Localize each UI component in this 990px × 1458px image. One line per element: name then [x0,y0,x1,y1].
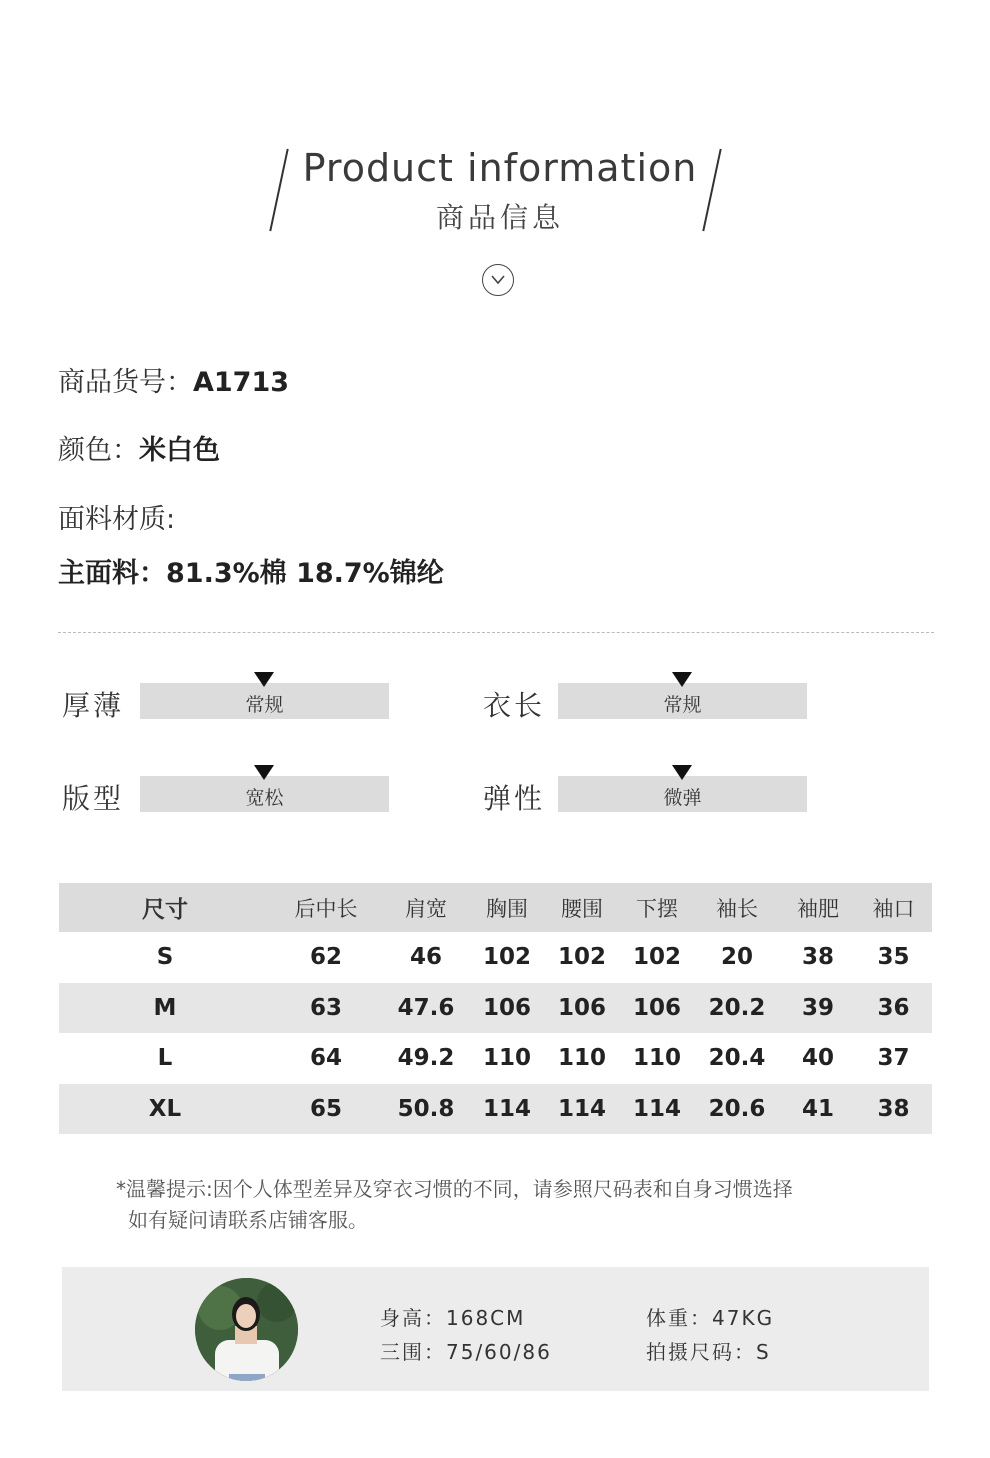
table-row [59,1084,932,1135]
table-header-cell: 后中长 [271,883,381,932]
table-cell: 20.2 [693,983,781,1034]
product-color [58,428,220,467]
attr-label-length: 衣长 [483,689,546,722]
avatar [195,1278,298,1381]
attr-label-fit: 版型 [62,782,125,815]
table-cell: 64 [309,1045,342,1072]
table-row [59,983,932,1034]
table-cell: 110 [482,1045,531,1072]
attr-value-fit: 宽松 [245,787,284,809]
table-cell: 39 [781,983,855,1034]
attr-bar-length [558,683,807,719]
page-title-en: Product information [302,146,698,190]
table-header-cell: 袖长 [693,883,781,932]
chevron-down-icon [482,264,514,296]
triangle-marker-icon [672,672,692,687]
table-cell: 114 [543,1084,621,1135]
model-weight: 体重：47KG [646,1306,775,1330]
table-cell: 63 [271,983,381,1034]
table-cell: M [59,983,271,1034]
table-header-cell: 腰围 [543,883,621,932]
table-cell: 50.8 [381,1084,471,1135]
table-cell: 62 [309,944,342,971]
table-cell: 106 [621,983,693,1034]
table-cell: 40 [801,1045,834,1072]
table-cell: 106 [543,983,621,1034]
table-cell: 106 [471,983,543,1034]
table-header-row [59,883,932,932]
triangle-marker-icon [254,672,274,687]
main-fabric: 主面料：81.3%棉 18.7%锦纶 [58,558,444,589]
table-cell: 38 [801,944,834,971]
product-code-value: A1713 [193,367,290,398]
attr-value-length: 常规 [663,694,702,716]
table-cell: L [157,1045,173,1072]
table-cell: 49.2 [397,1045,455,1072]
product-color-value: 米白色 [139,435,220,466]
model-height: 身高：168CM [380,1306,526,1330]
product-color-label: 颜色： [58,435,139,466]
table-cell: 20.6 [693,1084,781,1135]
table-cell: 102 [632,944,681,971]
size-tip-line-1: *温馨提示:因个人体型差异及穿衣习惯的不同，请参照尺码表和自身习惯选择 [116,1177,793,1201]
attr-label-thickness: 厚薄 [62,689,125,722]
table-cell: 114 [621,1084,693,1135]
model-info-box [62,1267,929,1391]
table-row [59,932,932,983]
table-cell: 47.6 [381,983,471,1034]
table-cell: 36 [855,983,932,1034]
size-tip-line-2: 如有疑问请联系店铺客服。 [128,1208,368,1232]
product-code-label: 商品货号： [58,367,193,398]
table-cell: 20 [720,944,753,971]
attr-value-elasticity: 微弹 [663,787,702,809]
table-cell: 37 [877,1045,910,1072]
fabric-label: 面料材质: [58,504,176,535]
title-slash-right [702,149,721,232]
table-cell: 114 [471,1084,543,1135]
model-size: 拍摄尺码：S [646,1340,771,1364]
attr-label-elasticity: 弹性 [483,782,546,815]
table-header-cell: 袖口 [855,883,932,932]
attr-bar-fit [140,776,389,812]
table-header-cell: 尺寸 [59,883,271,932]
table-header-cell: 胸围 [471,883,543,932]
table-header-cell: 下摆 [621,883,693,932]
table-cell: 38 [855,1084,932,1135]
triangle-marker-icon [672,765,692,780]
product-code [58,360,289,399]
table-cell: 41 [781,1084,855,1135]
table-cell: 46 [409,944,442,971]
table-cell: 35 [877,944,910,971]
attr-bar-elasticity [558,776,807,812]
table-cell: 20.4 [708,1045,766,1072]
table-header-cell: 袖肥 [781,883,855,932]
attr-value-thickness: 常规 [245,694,284,716]
triangle-marker-icon [254,765,274,780]
table-cell: XL [59,1084,271,1135]
dashed-divider [58,632,934,633]
size-tip-note [116,1174,793,1236]
table-cell: 102 [482,944,531,971]
table-row [59,1033,932,1084]
table-cell: 102 [557,944,606,971]
model-measurements: 三围：75/60/86 [380,1340,552,1364]
table-cell: 110 [632,1045,681,1072]
table-header-cell: 肩宽 [381,883,471,932]
attr-bar-thickness [140,683,389,719]
size-chart-table [59,883,932,1134]
table-cell: S [156,944,174,971]
page-title-cn: 商品信息 [435,201,564,234]
title-slash-left [269,149,288,232]
table-cell: 65 [271,1084,381,1135]
table-cell: 110 [557,1045,606,1072]
